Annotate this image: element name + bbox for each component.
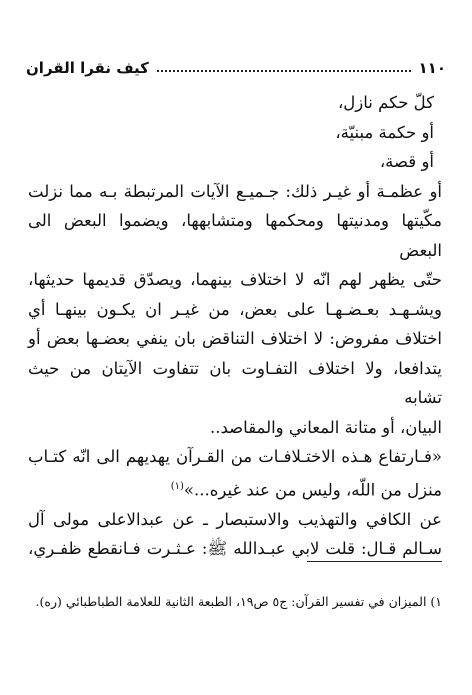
text-line: أو عظمـة أو غيـر ذلك: جـميـع الآيات المرتبطة بـه مما نزلت [28, 181, 442, 201]
text-line: كلّ حكم نازل، [337, 93, 434, 112]
text-line: البيان، أو متانة المعاني والمقاصد.. [210, 417, 442, 437]
book-title: كيف نقرا القران [26, 59, 149, 77]
text-line: ويشـهـد بعـضـهـا على بعض، من غيـر ان يكـون بينهـا أي [28, 299, 442, 319]
quote-text: منزل من اللّه، وليس من عند غيره...» [183, 480, 442, 499]
text-line: عن الكافي والتهذيب والاستبصار ـ عن عبدالاعلى مولى آل [28, 509, 442, 529]
text-line: أو قصة، [379, 152, 434, 171]
text-line: سـالم قـال: قلت لابي عبـدالله ﷺ: عـثـرت فـانقطع ظفـري، [28, 539, 442, 558]
text-line: حتّى يظهر لهم انّه لا اختلاف بينهما، ويصدّق قديمها حديثها، [28, 270, 442, 289]
text-line: أو حكمة مبنيّة، [335, 122, 434, 142]
text-line: يتدافعا، ولا اختلاف التفـاوت بان تتفاوت الآيتان من حيث تشابه [28, 358, 442, 407]
text-line: اختلاف مفروض: لا اختلاف التناقض بان ينفي بعضـها بعض أو [28, 329, 442, 348]
quote-line: «فـارتفاع هـذه الاختـلافـات من القـرآن يهديهم الى انّه كتـاب [28, 447, 442, 466]
page-number: ١١٠ [418, 59, 446, 77]
footnote-marker: (١) [170, 480, 184, 492]
page-header [26, 53, 446, 77]
quote-line [28, 472, 442, 505]
body-text [28, 88, 442, 564]
text-line: مكّيتها ومدنيتها ومحكمها ومتشابهها، ويضموا البعض الى البعض [28, 211, 442, 260]
header-dot-leader [157, 70, 411, 72]
footnote: ١) الميزان في تفسير القرآن: ج٥ ص١٩، الطبعة الثانية للعلامة الطباطبائي (ره). [35, 594, 442, 609]
footnote-separator [307, 561, 442, 562]
